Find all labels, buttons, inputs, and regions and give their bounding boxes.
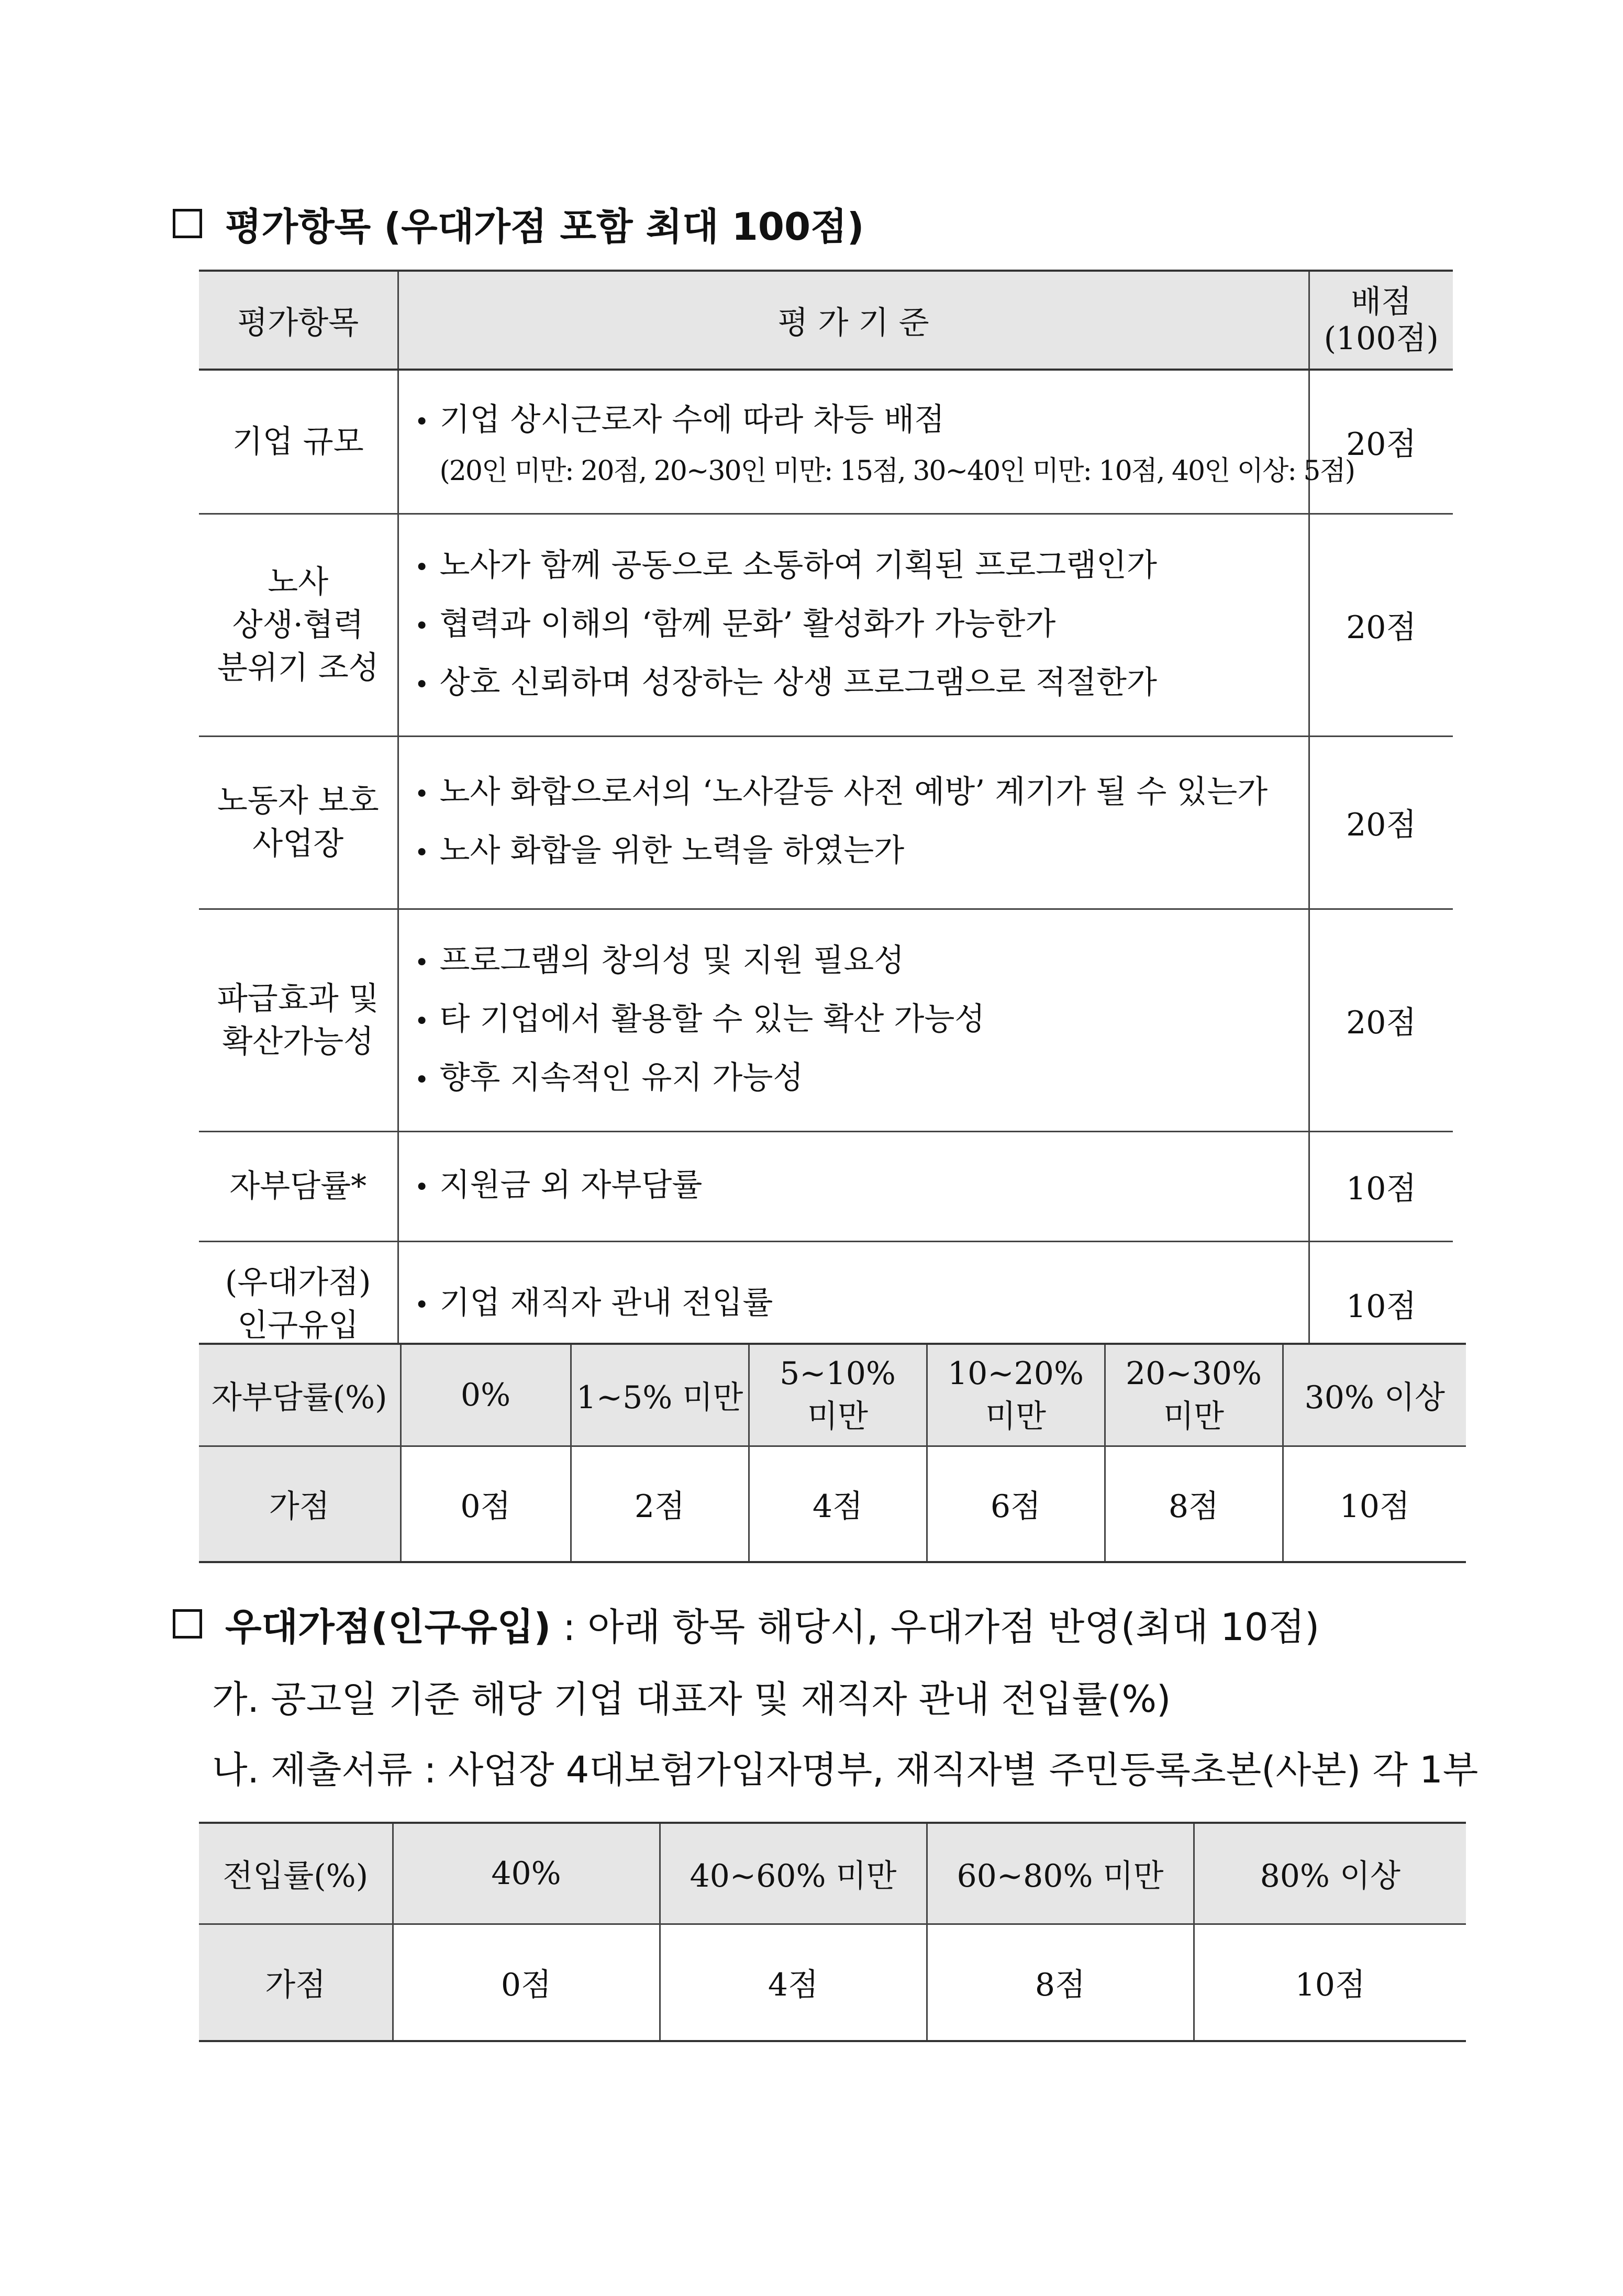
table-row	[199, 514, 1453, 736]
table-cell: 8점	[927, 1924, 1194, 2042]
criteria-cell	[398, 736, 1309, 909]
criteria-note: (20인 미만: 20점, 20~30인 미만: 15점, 30~40인 미만: 10점, 40인 이상: 5점)	[439, 455, 1355, 487]
bullet-dot-icon: •	[414, 552, 429, 582]
category-cell	[199, 909, 398, 1131]
criteria-line-a: 가. 공고일 기준 해당 기업 대표자 및 재직자 관내 전입률(%)	[212, 1678, 1171, 1721]
category-label: 파급효과 및	[217, 980, 379, 1017]
score-cell: 20점	[1309, 736, 1453, 909]
header-cell	[1105, 1344, 1283, 1446]
criteria-text: 기업 재직자 관내 전입률	[439, 1284, 773, 1321]
empty-square-icon	[173, 209, 202, 238]
criteria-bullet	[415, 596, 1308, 654]
category-label: 자부담률*	[229, 1168, 367, 1205]
criteria-bullet	[415, 932, 1308, 991]
header-cell: 전입률(%)	[199, 1823, 393, 1924]
criteria-text: 노사 화합을 위한 노력을 하였는가	[439, 832, 905, 869]
section-title-bold: 우대가점(인구유입)	[225, 1605, 551, 1649]
table-row	[199, 1924, 1466, 2042]
bullet-dot-icon: •	[414, 670, 429, 699]
score-cell: 20점	[1309, 514, 1453, 736]
category-cell	[199, 370, 398, 514]
category-cell	[199, 1131, 398, 1241]
criteria-bullet	[415, 537, 1308, 596]
table-row	[199, 370, 1453, 514]
criteria-bullet	[415, 1050, 1308, 1108]
criteria-text: 노사가 함께 공동으로 소통하여 기획된 프로그램인가	[439, 547, 1157, 584]
bullet-dot-icon: •	[414, 1173, 429, 1202]
criteria-text: 노사 화합으로서의 ‘노사갈등 사전 예방’ 계기가 될 수 있는가	[439, 774, 1268, 810]
criteria-text: 협력과 이해의 ‘함께 문화’ 활성화가 가능한가	[439, 605, 1056, 642]
category-label: (우대가점)	[225, 1264, 371, 1301]
criteria-bullet	[415, 764, 1308, 822]
category-label: 확산가능성	[222, 1023, 374, 1060]
criteria-cell	[398, 909, 1309, 1131]
header-item: 평가항목	[199, 271, 398, 370]
category-cell	[199, 736, 398, 909]
movein-bonus-table	[199, 1822, 1466, 2042]
table-cell: 4점	[749, 1446, 927, 1563]
table-cell: 4점	[660, 1924, 927, 2042]
table-cell: 2점	[571, 1446, 749, 1563]
table-cell: 6점	[927, 1446, 1105, 1563]
table-cell: 가점	[199, 1924, 393, 2042]
header-cell: 0%	[401, 1344, 571, 1446]
category-label: 분위기 조성	[217, 649, 379, 686]
header-cell-line: 10~20%	[948, 1355, 1084, 1392]
table-cell: 8점	[1105, 1446, 1283, 1563]
criteria-bullet	[415, 991, 1308, 1050]
empty-square-icon	[173, 1609, 202, 1639]
criteria-text: 프로그램의 창의성 및 지원 필요성	[439, 942, 905, 979]
score-cell: 10점	[1309, 1131, 1453, 1241]
criteria-text: 기업 상시근로자 수에 따라 차등 배점	[439, 401, 945, 438]
header-score-line1: 배점	[1351, 283, 1412, 320]
header-cell-line: 미만	[1163, 1398, 1224, 1435]
header-cell: 1~5% 미만	[571, 1344, 749, 1446]
header-cell-line: 5~10%	[780, 1355, 896, 1392]
header-cell-line: 20~30%	[1126, 1355, 1262, 1392]
header-cell: 40~60% 미만	[660, 1823, 927, 1924]
header-cell	[927, 1344, 1105, 1446]
table-header-row	[199, 1344, 1466, 1446]
header-score	[1309, 271, 1453, 370]
score-cell: 20점	[1309, 370, 1453, 514]
table-row	[199, 1131, 1453, 1241]
table-cell: 0점	[393, 1924, 660, 2042]
header-cell-line: 미만	[985, 1398, 1046, 1435]
criteria-bullet	[415, 654, 1308, 713]
criteria-text: 향후 지속적인 유지 가능성	[439, 1059, 804, 1096]
header-score-line2: (100점)	[1324, 320, 1439, 357]
category-label: 사업장	[252, 826, 344, 862]
table-header-row	[199, 1823, 1466, 1924]
table-cell: 10점	[1283, 1446, 1466, 1563]
table-row	[199, 736, 1453, 909]
bullet-dot-icon: •	[414, 948, 429, 977]
bullet-dot-icon: •	[414, 779, 429, 809]
header-criteria: 평 가 기 준	[398, 271, 1309, 370]
table-cell: 0점	[401, 1446, 571, 1563]
header-cell: 40%	[393, 1823, 660, 1924]
evaluation-table	[199, 270, 1453, 1368]
table-cell: 가점	[199, 1446, 401, 1563]
category-label: 인구유입	[237, 1307, 359, 1344]
header-cell: 80% 이상	[1194, 1823, 1466, 1924]
section-heading-evaluation	[173, 196, 864, 251]
criteria-cell	[398, 1131, 1309, 1241]
section-heading-bonus	[173, 1597, 1319, 1651]
header-cell: 60~80% 미만	[927, 1823, 1194, 1924]
score-cell: 10점	[1309, 1241, 1453, 1367]
bullet-dot-icon: •	[414, 1006, 429, 1036]
header-cell	[749, 1344, 927, 1446]
bullet-dot-icon: •	[414, 1290, 429, 1320]
category-label: 노동자 보호	[217, 783, 379, 819]
category-label: 상생·협력	[232, 606, 364, 643]
section-title: 평가항목 (우대가점 포함 최대 100점)	[225, 205, 864, 249]
section-title-rest: : 아래 항목 해당시, 우대가점 반영(최대 10점)	[551, 1605, 1320, 1649]
category-label: 노사	[268, 563, 329, 600]
criteria-line-b: 나. 제출서류 : 사업장 4대보험가입자명부, 재직자별 주민등록초본(사본) 각 1부	[212, 1748, 1479, 1791]
score-cell: 20점	[1309, 909, 1453, 1131]
criteria-text: 타 기업에서 활용할 수 있는 확산 가능성	[439, 1000, 985, 1038]
criteria-bullet	[415, 1275, 1308, 1333]
criteria-cell	[398, 514, 1309, 736]
category-cell	[199, 514, 398, 736]
criteria-bullet	[415, 1157, 1308, 1216]
table-cell: 10점	[1194, 1924, 1466, 2042]
bullet-dot-icon: •	[414, 611, 429, 641]
bullet-dot-icon: •	[414, 838, 429, 867]
header-cell-line: 미만	[807, 1398, 868, 1435]
table-header-row	[199, 271, 1453, 370]
bullet-dot-icon: •	[414, 407, 429, 437]
criteria-cell	[398, 370, 1355, 514]
criteria-bullet	[415, 392, 1308, 450]
table-row	[199, 1446, 1466, 1563]
criteria-text: 지원금 외 자부담률	[439, 1167, 703, 1203]
header-cell: 자부담률(%)	[199, 1344, 401, 1446]
category-label: 기업 규모	[232, 423, 364, 460]
criteria-text: 상호 신뢰하며 성장하는 상생 프로그램으로 적절한가	[439, 664, 1157, 701]
selfpay-bonus-table	[199, 1343, 1466, 1563]
table-row	[199, 909, 1453, 1131]
header-cell: 30% 이상	[1283, 1344, 1466, 1446]
bullet-dot-icon: •	[414, 1065, 429, 1095]
criteria-bullet	[415, 822, 1308, 881]
